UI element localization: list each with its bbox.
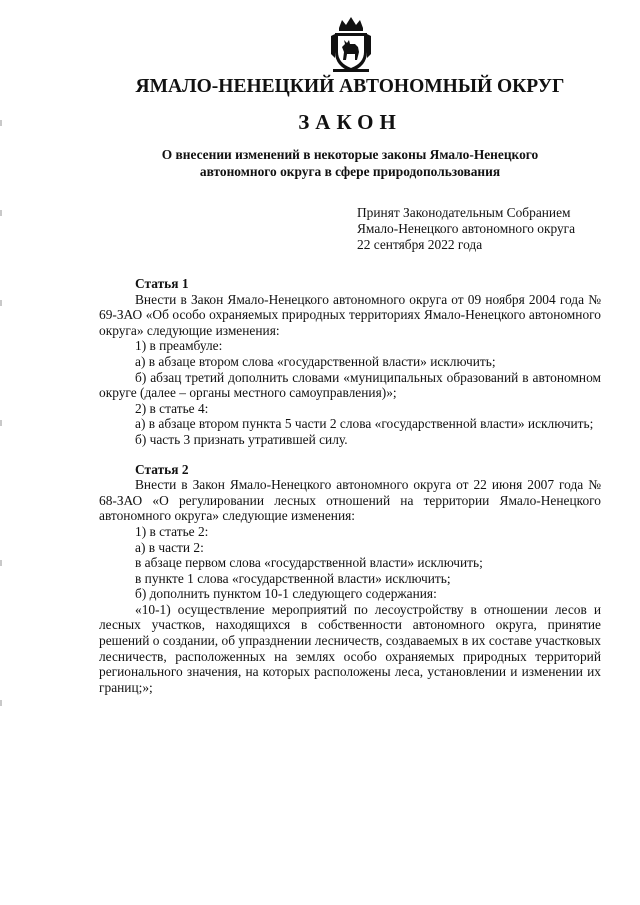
scan-margin-marks <box>0 0 1 905</box>
article-2-paragraph: в пункте 1 слова «государственной власти» исключить; <box>135 570 451 586</box>
adoption-date: 22 сентября 2022 года <box>357 237 483 252</box>
article-1-title: Статья 1 <box>135 276 189 291</box>
article-1-paragraph: б) часть 3 признать утратившей силу. <box>135 431 348 447</box>
article-2-paragraph: Внести в Закон Ямало-Ненецкого автономного округа от 22 июня 2007 года № 68-ЗАО «О регулировании лесных отношений на территории Ямало-Ненецкого автономного округа» следующие изменения: <box>99 477 601 524</box>
article-1-paragraph: а) в абзаце втором слова «государственной власти» исключить; <box>135 353 496 369</box>
article-1-paragraph: 2) в статье 4: <box>135 400 209 416</box>
article-1-paragraph: Внести в Закон Ямало-Ненецкого автономного округа от 09 ноября 2004 года № 69-ЗАО «Об особо охраняемых природных территориях Ямало-Ненецкого автономного округа» следующие изменения: <box>99 291 601 338</box>
article-2-paragraph: «10-1) осуществление мероприятий по лесоустройству в отношении лесов и лесных участков, находящихся в собственности автономного округа, принятие решений о создании, об упразднении лесничеств, создаваемых в их составе участковых лесничеств, расположенных на землях особо охраняемых природных территорий регионального значения, на которых расположены леса, установлении и изменении их границ;»; <box>99 601 601 695</box>
adoption-note <box>357 205 575 253</box>
law-body <box>99 276 601 695</box>
article-1-paragraph: 1) в преамбуле: <box>135 338 223 354</box>
article-2-paragraph: в абзаце первом слова «государственной власти» исключить; <box>135 555 483 571</box>
article-1-paragraph: а) в абзаце втором пункта 5 части 2 слова «государственной власти» исключить; <box>135 416 594 432</box>
article-1-paragraph: б) абзац третий дополнить словами «муниципальных образований в автономном округе (далее – органы местного самоуправления)»; <box>99 369 601 401</box>
document-type: ЗАКОН <box>298 110 402 134</box>
article-2-title: Статья 2 <box>135 461 189 477</box>
adoption-line: Принят Законодательным Собранием <box>357 205 571 220</box>
article-2-paragraph: 1) в статье 2: <box>135 523 209 539</box>
article-2-paragraph: а) в части 2: <box>135 539 204 555</box>
region-title: ЯМАЛО-НЕНЕЦКИЙ АВТОНОМНЫЙ ОКРУГ <box>135 76 565 97</box>
coat-of-arms-icon <box>329 14 373 74</box>
adoption-line: Ямало-Ненецкого автономного округа <box>357 221 576 236</box>
article-spacer <box>99 448 601 462</box>
law-subject: О внесении изменений в некоторые законы Ямало-Ненецкого автономного округа в сфере природопользования <box>161 147 539 179</box>
article-2-paragraph: б) дополнить пунктом 10-1 следующего содержания: <box>135 586 437 602</box>
